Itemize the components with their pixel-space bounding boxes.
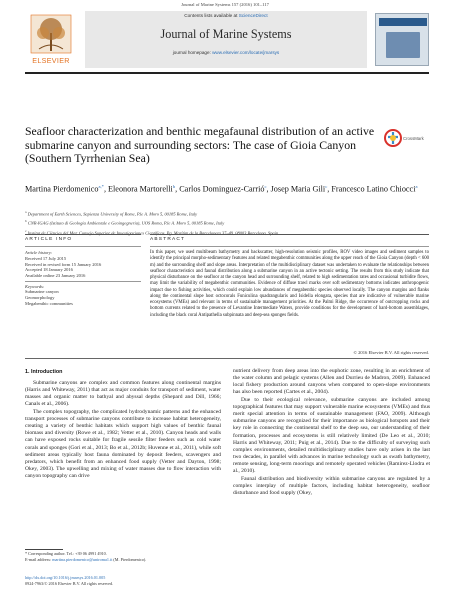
issn-line: 0924-7963/© 2016 Elsevier B.V. All rights reserved. — [25, 580, 114, 586]
author-separator: , — [266, 184, 271, 194]
history-item: Accepted 18 January 2016 — [25, 267, 73, 273]
keyword: Submarine canyon — [25, 289, 59, 295]
author-separator: , — [175, 184, 180, 194]
author-name[interactable]: Josep Maria Gili — [270, 184, 326, 194]
divider — [25, 358, 429, 359]
footnote — [25, 551, 221, 562]
masthead — [85, 11, 367, 68]
copyright-notice: © 2016 Elsevier B.V. All rights reserved. — [353, 350, 429, 355]
journal-cover-image — [375, 13, 429, 66]
homepage-line: journal homepage: www.elsevier.com/locate/jmarsys — [172, 50, 280, 55]
author-separator: , — [103, 184, 109, 194]
divider — [150, 234, 429, 235]
body-column-right — [233, 368, 430, 497]
contents-line: Contents lists available at ScienceDirect — [184, 13, 268, 18]
paragraph: Due to their ecological relevance, submarine canyons are included among topographical features that may support vulnerable marine ecosystems (VMEs) and thus merit special attention in terms of sustainable management (FAO, 2009). Although submarine canyons are recognized for their importance as biological hotspots and their key role in connecting the continental shelf to the deep sea, our understanding of their formation, processes and ecosystems is still relatively limited (De Leo et al., 2010; Harris and Whiteway, 2011; Puig et al., 2014). Due to the difficulty of surveying such complex environments, detailed multidisciplinary studies have only arisen in the last two decades, in parallel with advances in marine technology such as swath bathymetry, remote sensing, long-term moorings and remotely operated vehicles (Ramirez-Llodra et al., 2010). — [233, 396, 430, 475]
email-owner: (M. Pierdomenico). — [112, 556, 147, 562]
author-name[interactable]: Carlos Dominguez-Carrió — [179, 184, 265, 194]
article-info-heading: ARTICLE INFO — [25, 237, 73, 242]
author-name[interactable]: Eleonora Martorelli — [108, 184, 173, 194]
article-info — [25, 250, 143, 307]
footnote-text: Corresponding author. Tel.: +39 06 4991 4910. — [28, 551, 107, 556]
header-divider — [25, 72, 429, 74]
cover-banner — [379, 18, 427, 26]
affiliation-line — [25, 228, 430, 237]
email-label: E-mail address: — [25, 556, 53, 562]
author-affiliation-marker[interactable]: a, — [98, 184, 102, 189]
paragraph: Submarine canyons are complex and common features along continental margins (Harris and Whiteway, 2011) that act as major conduits for transport of sediment, water masses and organic matter to bathyal and abyssal depths (Shepard and Dill, 1966; Canals et al., 2006). — [25, 380, 221, 408]
author-separator: , — [327, 184, 332, 194]
author-name[interactable]: Martina Pierdomenico — [25, 184, 99, 194]
history-label: Article history: — [25, 250, 53, 255]
affiliation-text: CNR-IGAG (Istituto di Geologia Ambientale e Geoingegneria), UOS Roma, P.le A. Moro 5, 00185 Rome, Italy — [27, 220, 225, 226]
divider — [25, 234, 141, 235]
footnote-divider — [25, 549, 63, 550]
article-title: Seafloor characterization and benthic megafaunal distribution of an active submarine canyon and surrounding sectors: The case of Gioia Canyon (Southern Tyrrhenian Sea) — [25, 124, 375, 166]
email-link[interactable]: martina.pierdomenico@uniroma1.it — [52, 556, 113, 562]
section-heading: 1. Introduction — [25, 369, 63, 375]
paragraph: Faunal distribution and biodiversity within submarine canyons are regulated by a complex interplay of multiple factors, including habitat heterogeneity, seafloor disturbance and food supply (Okey, — [233, 475, 430, 497]
affiliation-line — [25, 218, 430, 227]
publisher-name: ELSEVIER — [32, 56, 70, 65]
abstract-text: In this paper, we used multibeam bathymetry and backscatter, high-resolution seismic profiles, ROV video images and sediment samples to identify the principal morpho-sedimentary features and related megabenthic communities along the upper reach of the Gioia Canyon (depth < 600 m) and the surrounding shelf and slope areas. Interpretation of the multidisciplinary dataset was undertaken to evaluate the relationships between seafloor characteristics and faunal distribution along a submarine canyon in an active tectonic setting. The results from this study indicate that physical disturbance on the seafloor at the canyon head and surrounding shelf, related to high sedimentation rates and occasional turbidite flows, may limit the variability of megabenthic communities. Evidence of diffuse trawl marks over soft sedimentary bottoms indicates anthropogenic impact due to fishing activities, which could explain low abundances of megabenthic species observed locally. The canyon margins and flanks along the continental slope host octocorals Funiculina quadrangularis and Isidella elongata, species that are indicative of vulnerable marine ecosystems (VMEs) and relevant in terms of sustainable management priorities. At the Palmi Ridge, the occurrence of outcropping rocks and bottom currents related to the presence of Levantine Intermediate Waters, provide conditions for the development of hard-bottom assemblages, including the black coral Antipathella subpinnata and deep-sea sponges fields. — [150, 250, 429, 318]
body-column-left — [25, 380, 221, 481]
paragraph: nutrient delivery from deep areas into the euphotic zone, resulting in an enrichment of the water column and pelagic systems (Allen and Durrieu de Madron, 2009). Enhanced local fishery production around canyons when compared to open-slope environments has also been reported (Cartes et al., 2004). — [233, 368, 430, 396]
affiliation-marker: c — [25, 228, 27, 233]
history-item: Received in revised form 15 January 2016 — [25, 261, 102, 267]
footnote-marker: * — [25, 551, 28, 556]
cover-picture — [386, 32, 420, 58]
abstract-heading: ABSTRACT — [150, 237, 186, 242]
affiliation-marker: a — [25, 210, 27, 214]
keywords-label: Keywords: — [25, 283, 45, 289]
author-affiliation-marker[interactable]: a — [415, 184, 418, 189]
author-affiliation-marker[interactable]: c — [264, 184, 267, 189]
affiliation-line — [25, 209, 430, 218]
corresponding-author-marker[interactable]: * — [101, 184, 104, 189]
affiliation-text: Institut de Ciències del Mar, Consejo Superior de Investigaciones Científicas, Pg. Marítim de la Barceloneta 37–49, 08003 Barcelona, Spain — [27, 230, 279, 236]
affiliations — [25, 209, 430, 237]
affiliation-text: Department of Earth Sciences, Sapienza University of Rome, P.le A. Moro 5, 00185 Rome, Italy — [27, 211, 198, 217]
author-list — [25, 181, 430, 195]
keyword: Megabenthic communities — [25, 300, 73, 306]
author-name[interactable]: Francesco Latino Chiocci — [331, 184, 416, 194]
keyword: Geomorphology — [25, 295, 55, 301]
journal-header — [25, 11, 429, 68]
affiliation-marker: b — [25, 219, 27, 224]
history-item: Received 17 July 2015 — [25, 255, 67, 261]
author-affiliation-marker[interactable]: c — [325, 184, 328, 189]
doi-block — [25, 575, 225, 586]
paragraph: The complex topography, the complicated hydrodynamic patterns and the enhanced transport processes of submarine canyons contribute to increase habitat heterogeneity, creating a variety of benthic habitats which support high values of benthic faunal biomass and diversity (Rowe et al., 1982; Vetter et al., 2010). Canyon heads and walls can have exposed rocks suitable for fragile sessile filter feeders such as cold water corals and sponges (Gori et al., 2013; Bo et al., 2012b; Huvenne et al., 2011), while soft sediment areas typically host fauna dominated by deposit feeders, scavengers and predators, which benefit from an enhanced food supply (Vetter and Dayton, 1998; Okey, 2003). The upwelling and mixing of water masses due to flow interaction with canyon topography can drive — [25, 408, 221, 480]
journal-reference: Journal of Marine Systems 157 (2016) 101–117 — [181, 2, 269, 7]
crossmark-label: CrossMark — [403, 136, 424, 141]
sciencedirect-link[interactable]: ScienceDirect — [238, 13, 268, 18]
history-item: Available online 23 January 2016 — [25, 273, 86, 279]
doi-link[interactable]: http://dx.doi.org/10.1016/j.jmarsys.2016.01.005 — [25, 575, 106, 580]
author-affiliation-marker[interactable]: b — [172, 184, 176, 189]
homepage-link[interactable]: www.elsevier.com/locate/jmarsys — [212, 50, 280, 55]
journal-title: Journal of Marine Systems — [160, 27, 292, 41]
